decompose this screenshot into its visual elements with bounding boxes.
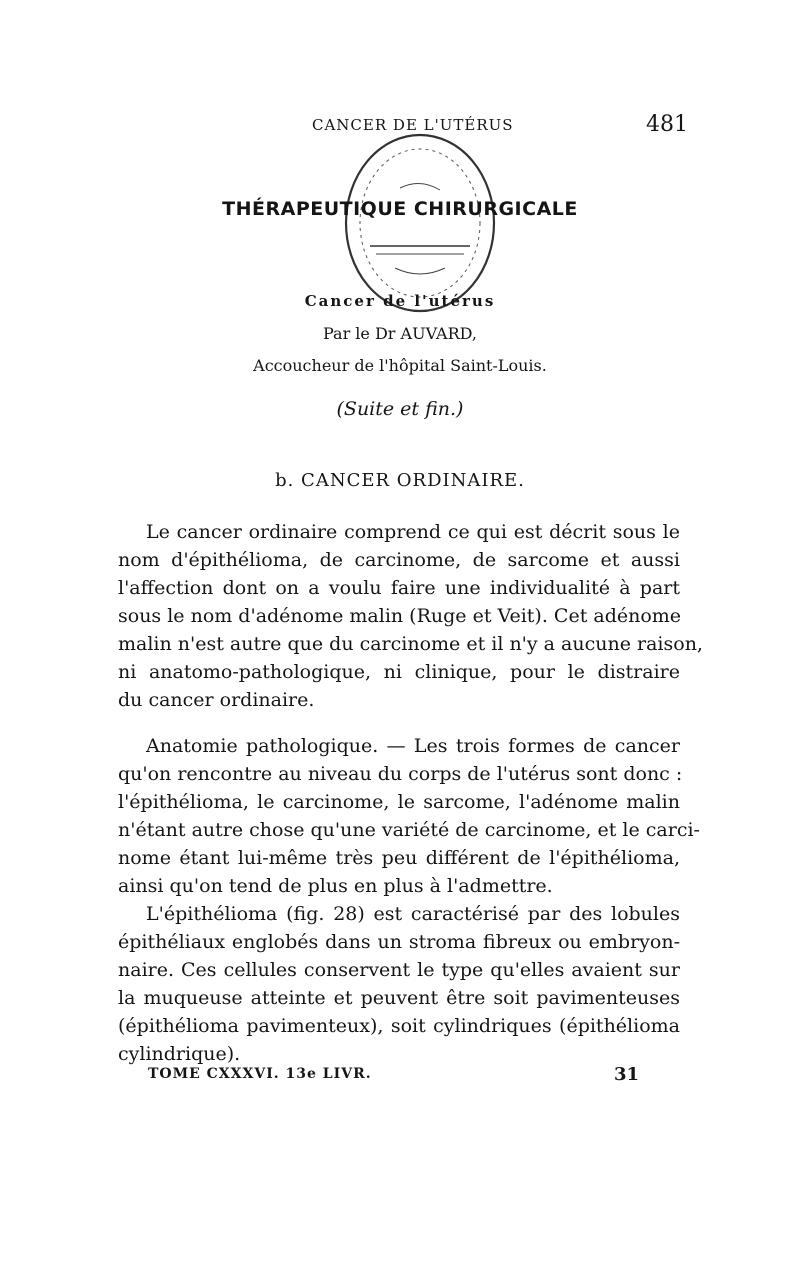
text-line: sous le nom d'adénome malin (Ruge et Veit). Cet adénome [118,605,682,627]
text-line: la muqueuse atteinte et peuvent être soit pavimenteuses [118,987,680,1009]
text-line: ni anatomo-pathologique, ni clinique, pour le distraire [118,661,680,683]
page-number: 481 [646,112,688,137]
text-line: L'épithélioma (fig. 28) est caractérisé par des lobules [146,903,680,925]
section-heading: b. CANCER ORDINAIRE. [275,470,525,491]
signature-number: 31 [614,1064,640,1085]
text-line: naire. Ces cellules conservent le type qu'elles avaient sur [118,959,680,981]
text-line: nome étant lui-même très peu différent de l'épithélioma, [118,847,680,869]
text-line: cylindrique). [118,1043,241,1065]
running-header: CANCER DE L'UTÉRUS [312,116,514,134]
paragraph-1 [118,518,703,714]
paragraph-3 [118,900,680,1068]
text-line: qu'on rencontre au niveau du corps de l'utérus sont donc : [118,763,683,785]
text-line: nom d'épithélioma, de carcinome, de sarcome et aussi [118,549,680,571]
text-line: du cancer ordinaire. [118,689,315,711]
paragraph-2 [118,732,700,900]
text-line: (épithélioma pavimenteux), soit cylindriques (épithélioma [118,1015,680,1037]
text-line: épithéliaux englobés dans un stroma fibreux ou embryon- [118,931,680,953]
text-line: ainsi qu'on tend de plus en plus à l'admettre. [118,875,553,897]
text-line: malin n'est autre que du carcinome et il n'y a aucune raison, [118,633,703,655]
continuation-note: (Suite et fin.) [336,398,464,420]
text-line: Anatomie pathologique. — Les trois formes de cancer [146,735,680,757]
article-subtitle: Cancer de l'utérus [304,292,496,310]
library-stamp-icon [340,128,500,318]
text-line: l'affection dont on a voulu faire une individualité à part [118,577,680,599]
text-line: l'épithélioma, le carcinome, le sarcome, l'adénome malin [118,791,680,813]
article-title: THÉRAPEUTIQUE CHIRURGICALE [222,198,578,220]
author-affiliation: Accoucheur de l'hôpital Saint-Louis. [253,356,547,375]
text-line: n'étant autre chose qu'une variété de carcinome, et le carci- [118,819,700,841]
author-line: Par le Dr AUVARD, [322,324,477,343]
text-line: Le cancer ordinaire comprend ce qui est décrit sous le [146,521,680,543]
volume-footer: TOME CXXXVI. 13e LIVR. [148,1066,372,1082]
